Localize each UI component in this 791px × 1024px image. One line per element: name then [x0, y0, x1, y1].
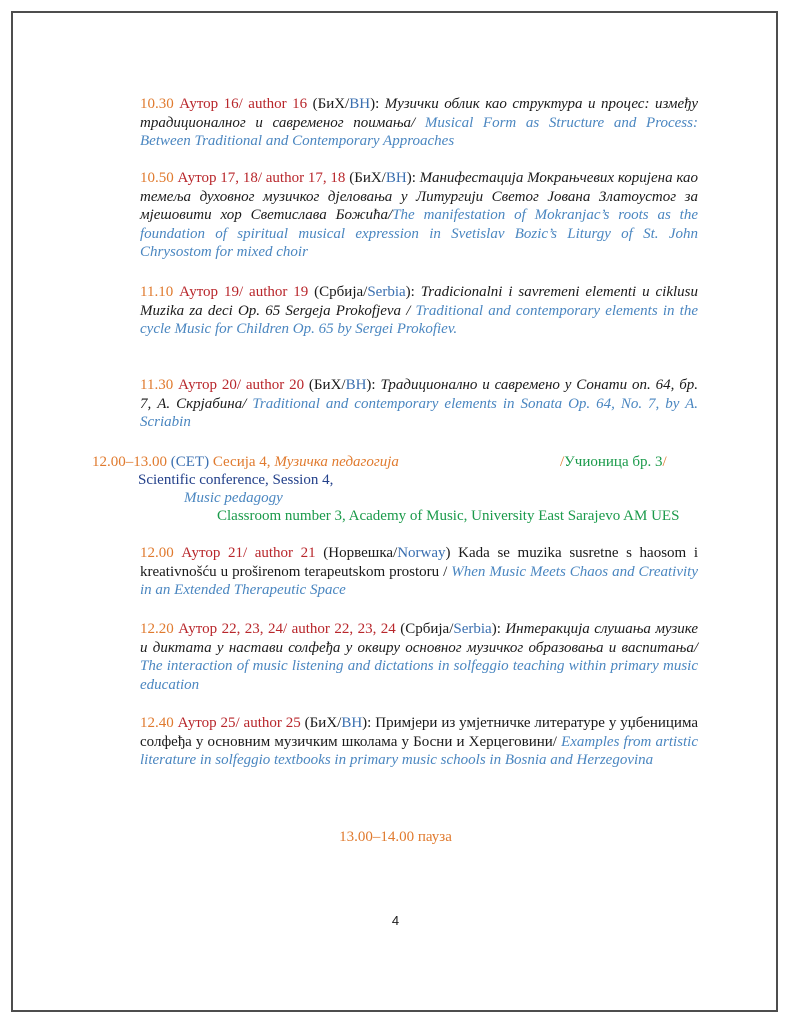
program-entry: [140, 714, 698, 770]
session-room-sr: /Учионица бр. 3/: [560, 454, 667, 470]
program-entry: [140, 95, 698, 151]
entry-title-sr: Tradicionalni i savremeni elementi u ciklusu Muzika za deci Op. 65 Sergeja Prokofjeva /: [140, 284, 698, 319]
entry-authors: Аутор 16/ author 16: [179, 96, 308, 112]
session-label-sr: Сесија 4,: [212, 454, 275, 470]
entry-authors: Аутор 22, 23, 24/ author 22, 23, 24: [178, 621, 396, 637]
entry-title-sr: Интеракција слушања музике и диктата у настави солфеђа у оквиру основног музичког образовања и васпитања/: [140, 621, 698, 656]
entry-country-en: BH: [349, 96, 371, 112]
entry-country-close: ):: [370, 96, 385, 112]
entry-authors: Аутор 17, 18/ author 17, 18: [177, 170, 346, 186]
entry-time: 11.10: [140, 284, 174, 300]
entry-time: 10.50: [140, 170, 174, 186]
entry-title-sr: Традиционално и савремено у Сонати оп. 64, бр. 7, А. Скрјабина/: [140, 377, 699, 412]
entry-title-en: Musical Form as Structure and Process: Between Traditional and Contemporary Approaches: [140, 114, 698, 149]
entry-country-close: ):: [406, 170, 420, 186]
entry-time: 12.20: [140, 621, 174, 637]
program-entry: [140, 169, 698, 262]
entry-time: 10.30: [140, 96, 174, 112]
session-timezone: (CET): [167, 454, 213, 470]
entry-country-close: ): [445, 545, 459, 561]
entry-country-close: ):: [362, 715, 376, 731]
page-number: 4: [391, 913, 400, 928]
session-topic-en: Music pedagogy: [184, 490, 283, 506]
session-header: [92, 454, 702, 524]
entry-title-en: When Music Meets Chaos and Creativity in an Extended Therapeutic Space: [140, 563, 698, 598]
entry-country-open: (БиХ/: [307, 96, 350, 112]
entry-country-en: Serbia: [367, 284, 406, 300]
entry-country-en: Norway: [397, 545, 446, 561]
session-time: 12.00–13.00: [92, 454, 167, 470]
entry-time: 11.30: [140, 377, 174, 393]
entry-country-open: (Србија/: [395, 621, 454, 637]
entry-country-close: ):: [366, 377, 381, 393]
entry-authors: Аутор 25/ author 25: [177, 715, 301, 731]
program-entry: [140, 544, 698, 600]
program-entry: [140, 376, 698, 432]
entry-authors: Аутор 19/ author 19: [179, 284, 309, 300]
entry-authors: Аутор 20/ author 20: [178, 377, 305, 393]
entry-time: 12.00: [140, 545, 174, 561]
entry-country-en: Serbia: [453, 621, 492, 637]
entry-country-en: BH: [341, 715, 363, 731]
entry-title-en: Examples from artistic literature in solfeggio textbooks in primary music schools in Bosnia and Herzegovina: [140, 733, 698, 768]
entry-country-en: BH: [345, 377, 367, 393]
entry-time: 12.40: [140, 715, 174, 731]
entry-country-open: (Норвешка/: [315, 545, 398, 561]
entry-title-en: Traditional and contemporary elements in the cycle Music for Children Op. 65 by Sergei Prokofiev.: [140, 302, 698, 337]
entry-country-open: (Србија/: [308, 284, 368, 300]
entry-title-en: The interaction of music listening and dictations in solfeggio teaching within primary music education: [140, 658, 698, 693]
entry-title-en: Traditional and contemporary elements in Sonata Op. 64, No. 7, by A. Scriabin: [140, 395, 698, 430]
entry-authors: Аутор 21/ author 21: [181, 545, 316, 561]
pause-notice: 13.00–14.00 пауза: [339, 829, 452, 845]
session-topic-sr: Музичка педагогија: [274, 454, 399, 470]
program-entry: [140, 620, 698, 694]
session-room-en: Classroom number 3, Academy of Music, University East Sarajevo AM UES: [217, 508, 680, 524]
entry-title-sr: Примјери из умјетничке литературе у уџбеницима солфеђа у основним музичким школама у Босни и Херцеговини/: [140, 715, 699, 750]
entry-country-open: (БиХ/: [304, 377, 346, 393]
program-entry: [140, 283, 698, 339]
entry-country-close: ):: [491, 621, 506, 637]
entry-title-en: The manifestation of Mokranjac’s roots as the foundation of spiritual musical expression in Svetislav Bozic’s Liturgy of St. John Chrysostom for mixed choir: [140, 207, 699, 260]
entry-title-sr: Kada se muzika susretne s haosom i kreativnošću u proširenom terapeutskom prostoru /: [140, 545, 699, 580]
entry-title-sr: Манифестација Мокрањчевих коријена као темеља духовног музичког дјеловања у Литургији Светог Јована Златоустог за мјешовити хор Светислава Божића/: [140, 170, 699, 223]
entry-country-close: ):: [405, 284, 421, 300]
entry-country-open: (БиХ/: [300, 715, 342, 731]
entry-country-open: (БиХ/: [345, 170, 386, 186]
entry-country-en: BH: [385, 170, 407, 186]
session-line-en: Scientific conference, Session 4,: [138, 472, 334, 488]
entry-title-sr: Музички облик као структура и процес: између традиционалног и савременог поимања/: [140, 96, 698, 131]
